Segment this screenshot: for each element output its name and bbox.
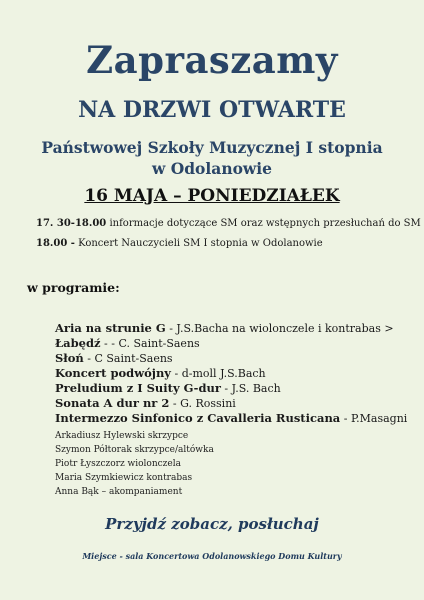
poster-subtitle: NA DRZWI OTWARTE — [78, 97, 346, 123]
piece-composer: d-moll J.S.Bach — [181, 367, 266, 380]
piece-separator: - — [169, 397, 181, 410]
schedule-time: 17. 30-18.00 — [36, 218, 107, 229]
piece-title: Preludium z I Suity G-dur — [55, 381, 221, 395]
piece-title: Sonata A dur nr 2 — [55, 396, 170, 410]
invitation-slogan: Przyjdź zobacz, posłuchaj — [105, 515, 319, 533]
program-item — [55, 411, 407, 425]
poster-title: Zapraszamy — [86, 38, 338, 82]
piece-separator: - — [83, 352, 95, 365]
performer: Arkadiusz Hylewski skrzypce — [55, 431, 189, 441]
piece-separator: - — [220, 382, 232, 395]
event-location: Miejsce - sala Koncertowa Odolanowskiego Domu Kultury — [82, 551, 342, 561]
school-name-line1: Państwowej Szkoły Muzycznej I stopnia — [41, 138, 383, 157]
piece-composer: C. Saint-Saens — [118, 337, 200, 350]
schedule-item — [36, 238, 323, 249]
performer: Szymon Półtorak skrzypce/altówka — [55, 445, 214, 455]
program-item — [55, 381, 281, 395]
piece-separator: - — [165, 322, 177, 335]
piece-composer: P.Masagni — [350, 412, 408, 425]
program-item — [55, 321, 394, 335]
schedule-text: Koncert Nauczycieli SM I stopnia w Odolanowie — [78, 238, 323, 249]
program-item — [55, 336, 200, 350]
piece-composer: G. Rossini — [180, 397, 236, 410]
school-name-line2: w Odolanowie — [151, 159, 273, 178]
performer: Maria Szymkiewicz kontrabas — [55, 473, 193, 483]
piece-separator: - — [171, 367, 182, 380]
piece-title: Aria na strunie G — [55, 321, 166, 335]
program-item — [55, 366, 266, 380]
school-name — [0, 137, 424, 179]
piece-composer: C Saint-Saens — [94, 352, 173, 365]
schedule-text: informacje dotyczące SM oraz wstępnych przesłuchań do SM — [109, 218, 421, 229]
piece-composer: J.S.Bacha na wiolonczele i kontrabas > — [176, 322, 394, 335]
piece-title: Koncert podwójny — [55, 366, 171, 380]
performer: Anna Bąk – akompaniament — [55, 487, 183, 497]
piece-title: Słoń — [55, 351, 84, 365]
program-item — [55, 351, 173, 365]
schedule-time: 18.00 - — [36, 238, 75, 249]
schedule-item — [36, 218, 421, 229]
program-item — [55, 396, 236, 410]
piece-title: Intermezzo Sinfonico z Cavalleria Rusticana — [55, 411, 341, 425]
performer: Piotr Łyszczorz wiolonczela — [55, 459, 181, 469]
event-date-text: 16 MAJA – PONIEDZIAŁEK — [84, 186, 340, 206]
piece-title: Łabędź — [55, 336, 101, 350]
piece-separator: - — [340, 412, 351, 425]
piece-separator: - - — [100, 337, 119, 350]
event-date — [0, 186, 424, 206]
piece-composer: J.S. Bach — [231, 382, 281, 395]
program-heading: w programie: — [27, 280, 120, 295]
